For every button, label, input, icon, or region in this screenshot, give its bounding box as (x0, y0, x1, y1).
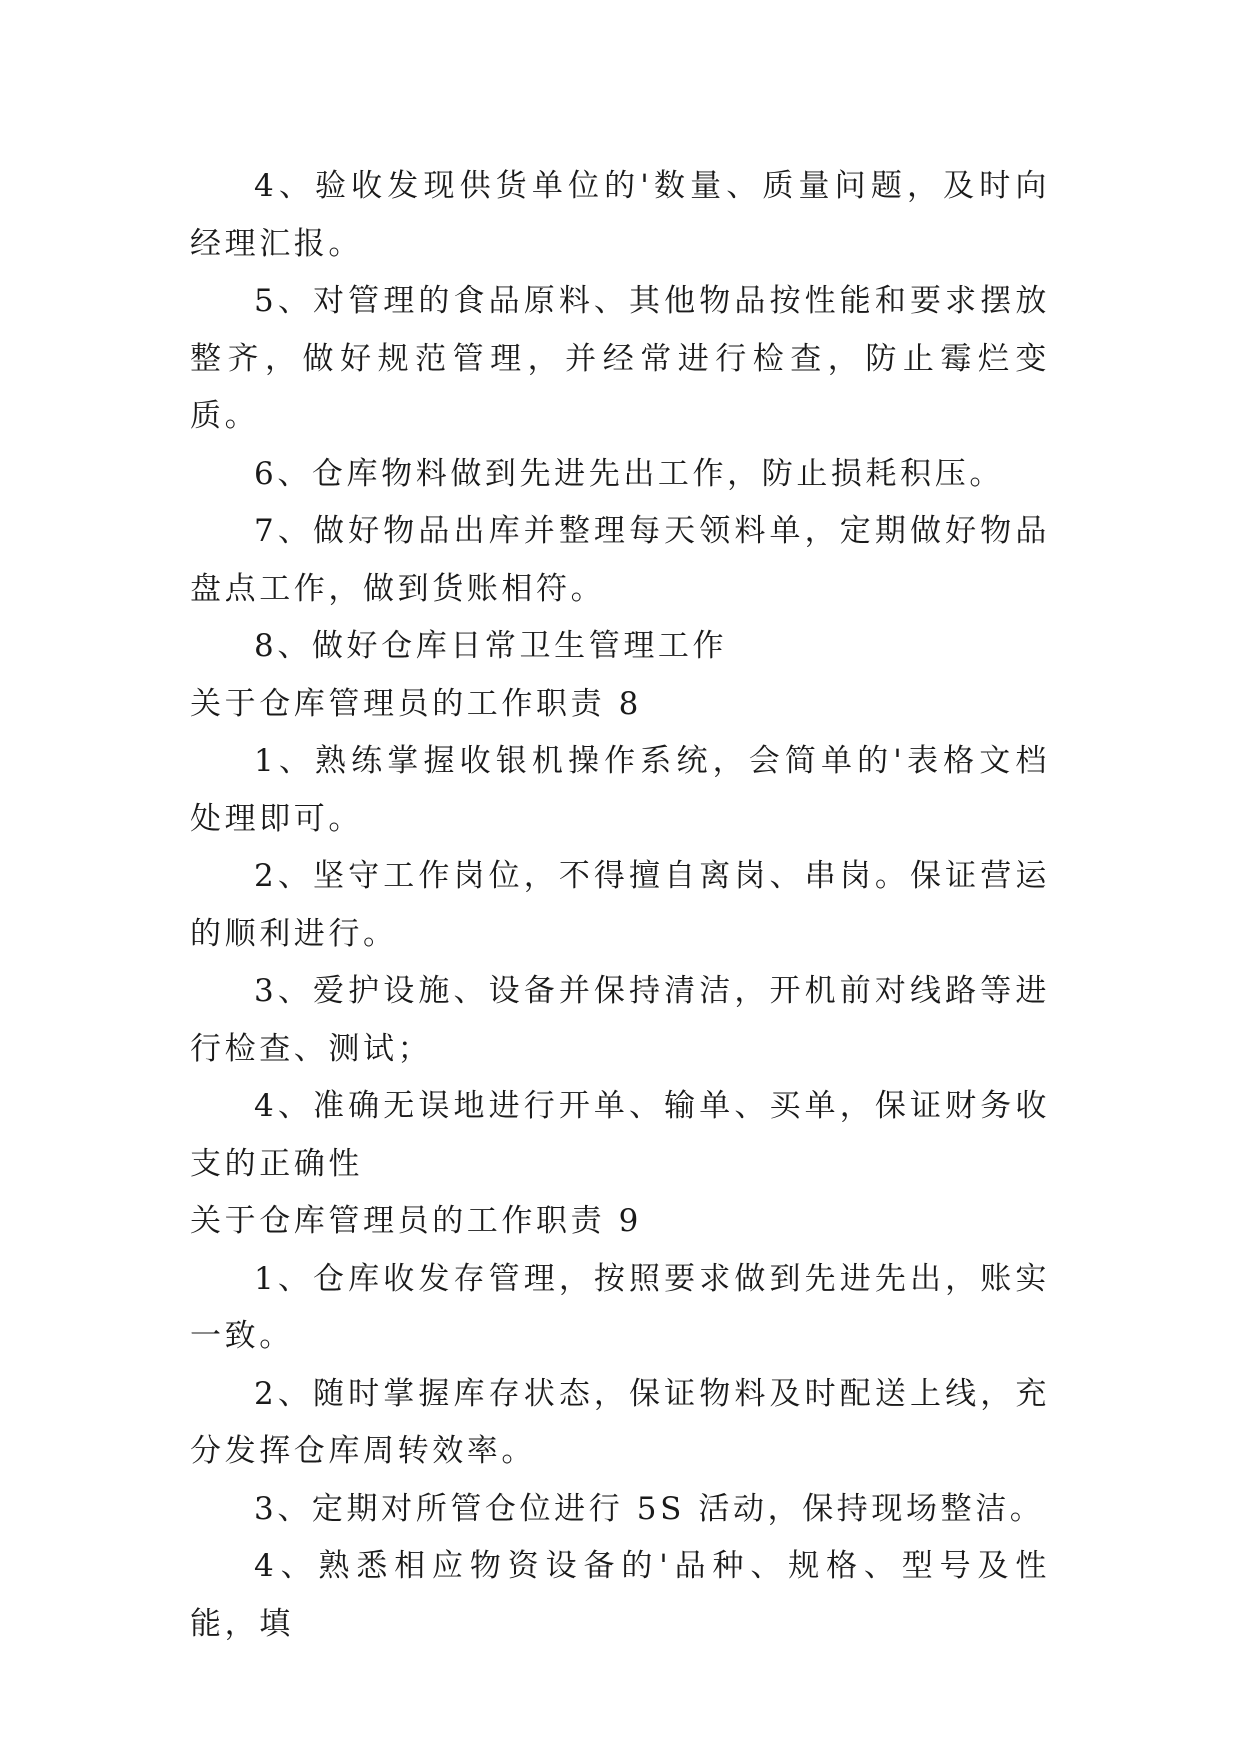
paragraph: 7、做好物品出库并整理每天领料单，定期做好物品盘点工作，做到货账相符。 (190, 513, 1050, 607)
section-heading: 关于仓库管理员的工作职责 8 (190, 685, 642, 722)
paragraph: 3、定期对所管仓位进行 5S 活动，保持现场整洁。 (254, 1490, 1045, 1527)
paragraph: 1、熟练掌握收银机操作系统，会简单的'表格文档处理即可。 (190, 743, 1050, 837)
paragraph: 4、验收发现供货单位的'数量、质量问题，及时向经理汇报。 (190, 168, 1050, 262)
paragraph: 5、对管理的食品原料、其他物品按性能和要求摆放整齐，做好规范管理，并经常进行检查，防止霉烂变质。 (190, 283, 1050, 434)
paragraph: 1、仓库收发存管理，按照要求做到先进先出，账实一致。 (190, 1260, 1050, 1354)
paragraph: 3、爱护设施、设备并保持清洁，开机前对线路等进行检查、测试； (190, 973, 1050, 1067)
paragraph: 6、仓库物料做到先进先出工作，防止损耗积压。 (254, 455, 1004, 492)
paragraph: 4、准确无误地进行开单、输单、买单，保证财务收支的正确性 (190, 1088, 1050, 1182)
paragraph: 2、坚守工作岗位，不得擅自离岗、串岗。保证营运的顺利进行。 (190, 858, 1050, 952)
paragraph: 8、做好仓库日常卫生管理工作 (254, 628, 728, 664)
document-body (190, 158, 1050, 1653)
paragraph: 2、随时掌握库存状态，保证物料及时配送上线，充分发挥仓库周转效率。 (190, 1375, 1050, 1469)
section-heading: 关于仓库管理员的工作职责 9 (190, 1203, 642, 1239)
paragraph: 4、熟悉相应物资设备的'品种、规格、型号及性能，填 (190, 1548, 1050, 1642)
